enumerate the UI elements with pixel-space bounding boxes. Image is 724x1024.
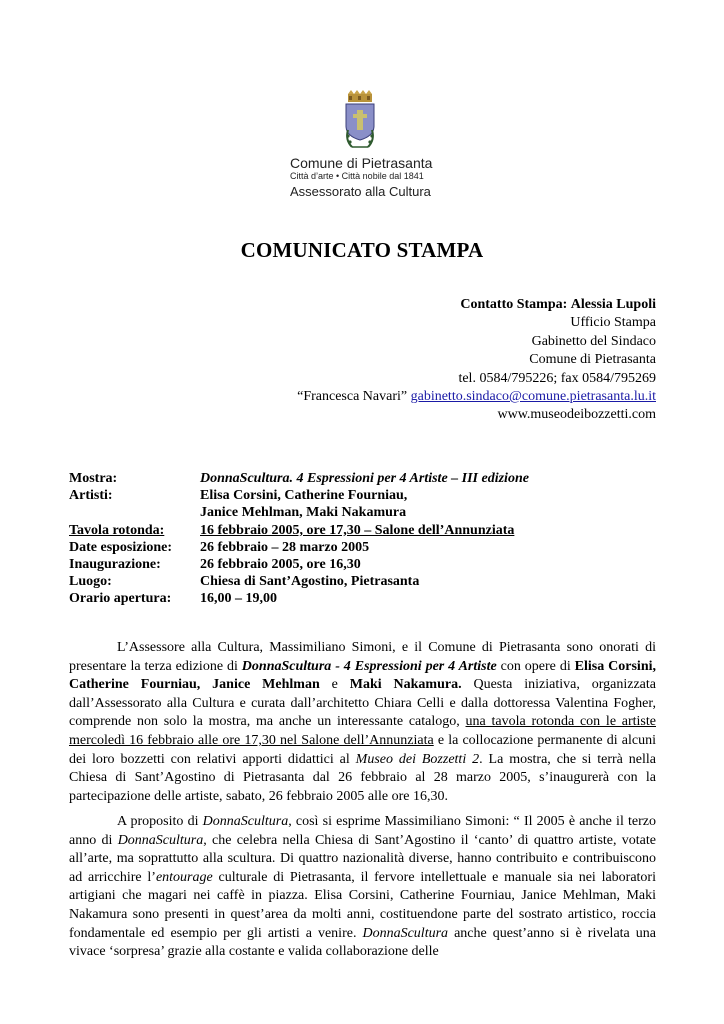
info-value: Chiesa di Sant’Agostino, Pietrasanta <box>200 574 420 590</box>
info-value: Janice Mehlman, Maki Nakamura <box>200 505 407 521</box>
contact-label: Contatto Stampa: <box>460 297 568 312</box>
text-run-italic: Museo dei Bozzetti 2 <box>355 751 480 767</box>
info-value: DonnaScultura. 4 Espressioni per 4 Artiste – III edizione <box>200 471 529 486</box>
info-row-inaugurazione <box>69 556 669 573</box>
info-label: Inaugurazione: <box>69 557 161 573</box>
info-value: 16 febbraio 2005, ore 17,30 – Salone dell’Annunziata <box>200 522 515 538</box>
text-run-bold-italic: DonnaScultura - 4 Espressioni per 4 Artiste <box>241 658 497 674</box>
text-run: Questa iniziativa, organizzata dall’Assessorato alla Cultura e curata dall’architetto Chiara Celli e dalla dottoressa Valentina Fogher, comprende non solo la mostra, ma anche un interessante catalogo, <box>69 677 656 730</box>
text-run-bold: Maki Nakamura. <box>349 677 462 693</box>
text-run: A proposito di <box>117 814 203 829</box>
text-run-italic: DonnaScultura <box>117 832 204 848</box>
press-contact-block <box>297 296 656 425</box>
text-run-bold: Elisa Corsini, Catherine Fourniau, Janice Mehlman <box>69 658 656 693</box>
info-value: 26 febbraio – 28 marzo 2005 <box>200 539 370 555</box>
text-run: . La mostra, che si terrà nella Chiesa di Sant’Agostino di Pietrasanta dal 26 febbraio al 28 marzo 2005, s’inaugurerà con la partecipazione delle artiste, sabato, 26 febbraio 2005 alle ore 16,30. <box>69 751 657 804</box>
contact-email-line <box>297 388 656 406</box>
text-run: e la collocazione permanente di alcuni dei loro bozzetti con relativi apporti didattici al <box>69 732 657 767</box>
info-row-mostra <box>69 470 669 487</box>
info-row-date <box>69 539 669 556</box>
info-value: Elisa Corsini, Catherine Fourniau, <box>200 488 408 504</box>
contact-office: Ufficio Stampa <box>570 315 656 331</box>
text-run: L’Assessore alla Cultura, Massimiliano Simoni, e il Comune di Pietrasanta sono onorati di presentare la terza edizione di <box>69 640 656 674</box>
info-label: Date esposizione: <box>69 539 173 555</box>
contact-person: “Francesca Navari” <box>297 389 408 405</box>
contact-municipality: Comune di Pietrasanta <box>529 352 656 368</box>
info-value: 16,00 – 19,00 <box>200 591 277 607</box>
info-row-tavola <box>69 522 530 539</box>
text-run-underlined: una tavola rotonda con le artiste mercoledì 16 febbraio alle ore 17,30 nel Salone dell’Annunziata <box>69 714 656 748</box>
event-info-table <box>69 470 669 608</box>
info-row-orario <box>69 590 669 607</box>
info-value: 26 febbraio 2005, ore 16,30 <box>200 557 361 573</box>
contact-name: Alessia Lupoli <box>570 297 656 312</box>
info-label: Artisti: <box>69 488 113 504</box>
text-run-italic: entourage <box>155 869 213 885</box>
paragraph-2 <box>69 813 656 962</box>
contact-phone: tel. 0584/795226; fax 0584/795269 <box>458 370 656 386</box>
info-row-artisti-cont <box>69 504 669 521</box>
text-run: culturale di Pietrasanta, il fervore intellettuale e manuale sia nei laboratori artigiani che magari nei caffè in piazza. Elisa Corsini, Catherine Fourniau, Janice Mehlman, Maki Nakamura sono presenti in quest’area da molti anni, costituendone parte del sostrato artistico, roccia fondamentale ed esempio per gli artisti a venire. <box>69 869 656 941</box>
text-run: con opere di <box>496 658 575 674</box>
contact-website: www.museodeibozzetti.com <box>497 407 656 423</box>
contact-cabinet: Gabinetto del Sindaco <box>531 333 656 349</box>
text-run-italic: DonnaScultura <box>362 925 449 941</box>
org-motto: Città d’arte • Città nobile dal 1841 <box>290 171 424 181</box>
info-label: Mostra: <box>69 471 118 486</box>
coat-of-arms-icon <box>342 90 378 152</box>
info-label: Orario apertura: <box>69 591 172 607</box>
info-label: Luogo: <box>69 574 112 590</box>
paragraph-1 <box>69 639 656 806</box>
info-row-artisti <box>69 487 669 504</box>
text-run-italic: DonnaScultura <box>202 814 289 829</box>
text-run: , che celebra nella Chiesa di Sant’Agostino il ‘canto’ di quattro artiste, votate all’arte, ma soprattutto alla scultura. Di quattro nazionalità diverse, hanno contribuito e contribuiscono ad arricchire l’ <box>69 832 656 885</box>
info-row-luogo <box>69 573 669 590</box>
text-run: e <box>319 677 350 693</box>
text-run: , così si esprime Massimiliano Simoni: “ Il 2005 è anche il terzo anno di <box>69 814 656 848</box>
text-run: anche quest’anno si è rivelata una vivace ‘sorpresa’ grazie alla costante e valida collaborazione delle <box>69 925 656 960</box>
org-department: Assessorato alla Cultura <box>290 184 431 199</box>
page-title: COMUNICATO STAMPA <box>240 238 484 262</box>
org-name: Comune di Pietrasanta <box>290 155 433 171</box>
contact-heading <box>297 296 656 314</box>
info-label: Tavola rotonda: <box>69 522 165 538</box>
contact-email-link[interactable]: gabinetto.sindaco@comune.pietrasanta.lu.it <box>410 389 656 405</box>
